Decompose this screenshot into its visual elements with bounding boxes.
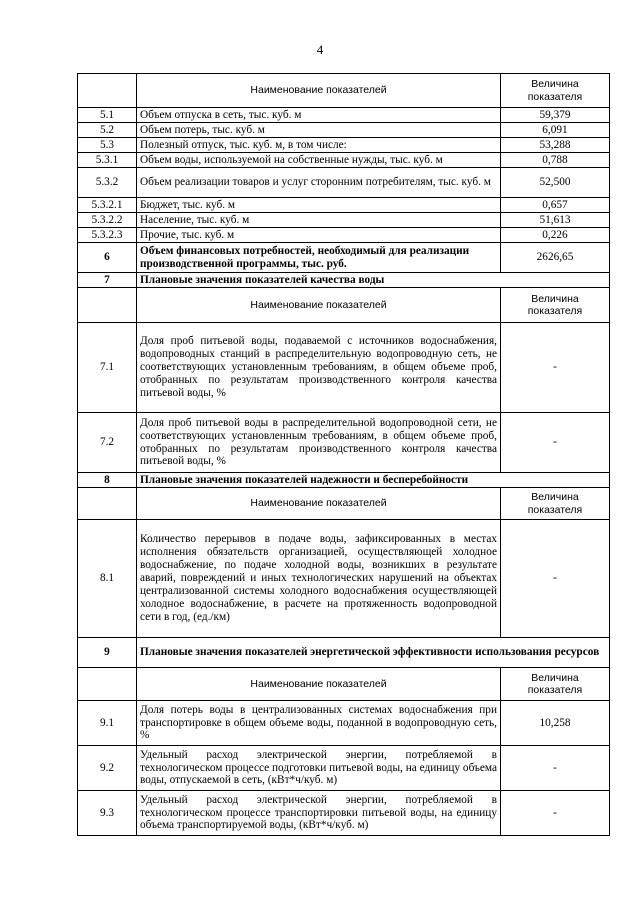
section-number: 7 xyxy=(78,273,137,288)
row-value: - xyxy=(501,520,610,638)
table-row xyxy=(78,228,610,243)
table-row xyxy=(78,153,610,168)
header-value-cell: Величина показателя xyxy=(501,668,610,701)
row-value: 52,500 xyxy=(501,168,610,198)
row-name: Объем потерь, тыс. куб. м xyxy=(137,123,501,138)
table-header-row xyxy=(78,288,610,323)
row-name: Население, тыс. куб. м xyxy=(137,213,501,228)
section-heading-row xyxy=(78,473,610,488)
table-row xyxy=(78,746,610,791)
table-header-row xyxy=(78,74,610,108)
section-title: Плановые значения показателей качества воды xyxy=(137,273,610,288)
table-row xyxy=(78,791,610,836)
row-name: Доля потерь воды в централизованных системах водоснабжения при транспортировке в общем объеме воды, поданной в водопроводную сеть, % xyxy=(137,701,501,746)
table-row xyxy=(78,520,610,638)
row-number: 8.1 xyxy=(78,520,137,638)
header-num-cell xyxy=(78,668,137,701)
header-name-cell: Наименование показателей xyxy=(137,488,501,520)
row-value: 59,379 xyxy=(501,108,610,123)
header-num-cell xyxy=(78,488,137,520)
header-name-cell: Наименование показателей xyxy=(137,74,501,108)
row-number: 5.3 xyxy=(78,138,137,153)
row-name: Доля проб питьевой воды в распределительной водопроводной сети, не соответствующих установленным требованиям, в общем объеме проб, отобранных по результатам производственного контроля качества питьевой воды, % xyxy=(137,413,501,473)
header-value-cell: Величина показателя xyxy=(501,74,610,108)
table-row xyxy=(78,323,610,413)
section-number: 9 xyxy=(78,638,137,668)
table-header-row xyxy=(78,488,610,520)
row-value: 51,613 xyxy=(501,213,610,228)
row-name: Удельный расход электрической энергии, потребляемой в технологическом процессе подготовки питьевой воды, на единицу объема воды, отпускаемой в сеть, (кВт*ч/куб. м) xyxy=(137,746,501,791)
row-value: - xyxy=(501,746,610,791)
row-number: 9.2 xyxy=(78,746,137,791)
row-number: 7.2 xyxy=(78,413,137,473)
row-value: 10,258 xyxy=(501,701,610,746)
row-number: 5.3.1 xyxy=(78,153,137,168)
row-value: - xyxy=(501,323,610,413)
table-row xyxy=(78,413,610,473)
section-heading-row xyxy=(78,273,610,288)
row-value: 0,226 xyxy=(501,228,610,243)
row-name: Полезный отпуск, тыс. куб. м, в том числе: xyxy=(137,138,501,153)
row-number: 5.1 xyxy=(78,108,137,123)
row-name: Объем отпуска в сеть, тыс. куб. м xyxy=(137,108,501,123)
section-number: 8 xyxy=(78,473,137,488)
row-number: 9.3 xyxy=(78,791,137,836)
row-name: Объем реализации товаров и услуг сторонним потребителям, тыс. куб. м xyxy=(137,168,501,198)
indicators-table xyxy=(77,73,610,836)
row-name: Удельный расход электрической энергии, потребляемой в технологическом процессе транспортировки питьевой воды, на единицу объема транспортируемой воды, (кВт*ч/куб. м) xyxy=(137,791,501,836)
row-value: 0,788 xyxy=(501,153,610,168)
table-row xyxy=(78,108,610,123)
table-row xyxy=(78,198,610,213)
header-num-cell xyxy=(78,288,137,323)
row-name: Бюджет, тыс. куб. м xyxy=(137,198,501,213)
row-number: 5.3.2 xyxy=(78,168,137,198)
row-number: 5.2 xyxy=(78,123,137,138)
row-number: 6 xyxy=(78,243,137,273)
row-name: Количество перерывов в подаче воды, зафиксированных в местах исполнения обязательств организацией, осуществляющей холодное водоснабжение, по подаче холодной воды, возникших в результате аварий, повреждений и иных технологических нарушений на объектах централизованной системы холодного водоснабжения осуществляющей холодное водоснабжение, в расчете на протяженность водопроводной сети в год, (ед./км) xyxy=(137,520,501,638)
header-name-cell: Наименование показателей xyxy=(137,668,501,701)
table-row xyxy=(78,701,610,746)
header-value-cell: Величина показателя xyxy=(501,488,610,520)
row-value: 6,091 xyxy=(501,123,610,138)
row-name: Объем воды, используемой на собственные нужды, тыс. куб. м xyxy=(137,153,501,168)
table-header-row xyxy=(78,668,610,701)
row-number: 5.3.2.1 xyxy=(78,198,137,213)
table-row xyxy=(78,243,610,273)
section-title: Плановые значения показателей надежности и бесперебойности xyxy=(137,473,610,488)
table-row xyxy=(78,123,610,138)
row-value: 53,288 xyxy=(501,138,610,153)
header-name-cell: Наименование показателей xyxy=(137,288,501,323)
section-heading-row xyxy=(78,638,610,668)
page-number: 4 xyxy=(316,42,324,57)
header-value-cell: Величина показателя xyxy=(501,288,610,323)
row-value: - xyxy=(501,413,610,473)
row-number: 9.1 xyxy=(78,701,137,746)
row-number: 5.3.2.2 xyxy=(78,213,137,228)
row-name: Прочие, тыс. куб. м xyxy=(137,228,501,243)
row-value: 0,657 xyxy=(501,198,610,213)
row-number: 7.1 xyxy=(78,323,137,413)
row-name: Объем финансовых потребностей, необходимый для реализации производственной программы, тыс. руб. xyxy=(137,243,501,273)
row-number: 5.3.2.3 xyxy=(78,228,137,243)
table-row xyxy=(78,213,610,228)
header-num-cell xyxy=(78,74,137,108)
row-value: - xyxy=(501,791,610,836)
table-row xyxy=(78,168,610,198)
row-value: 2626,65 xyxy=(501,243,610,273)
table-row xyxy=(78,138,610,153)
section-title: Плановые значения показателей энергетической эффективности использования ресурсов xyxy=(137,638,610,668)
row-name: Доля проб питьевой воды, подаваемой с источников водоснабжения, водопроводных станций в распределительную водопроводную сеть, не соответствующих установленным требованиям, в общем объеме проб, отобранных по результатам производственного контроля качества питьевой воды, % xyxy=(137,323,501,413)
